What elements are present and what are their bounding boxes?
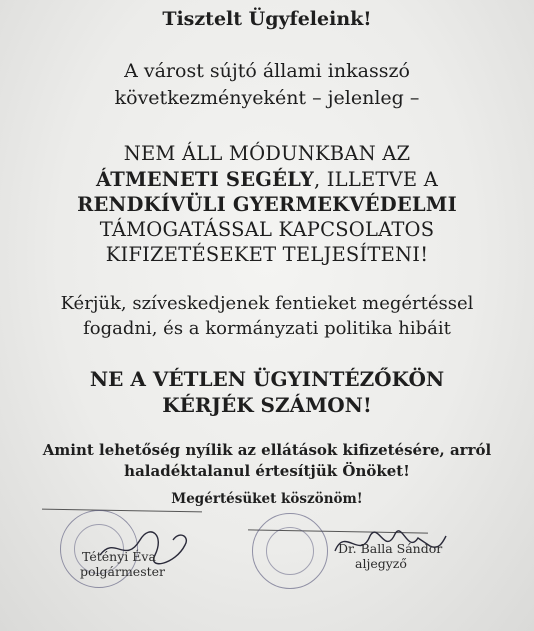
notice-title: Tisztelt Ügyfeleink!: [162, 8, 372, 30]
left-signatory-name: Tétényi Éva: [82, 549, 156, 564]
right-signatory-role: aljegyző: [355, 556, 407, 571]
info-line-2: haladéktalanul értesítjük Önöket!: [124, 462, 410, 480]
main-line-3-bold: RENDKÍVÜLI GYERMEKVÉDELMI: [77, 193, 457, 216]
emphasis-line-2: KÉRJÉK SZÁMON!: [162, 393, 372, 417]
left-signature-line: [42, 509, 202, 513]
info-line-1: Amint lehetőség nyílik az ellátások kifizetésére, arról: [42, 441, 492, 459]
intro-line-1: A várost sújtó állami inkasszó: [124, 60, 410, 82]
main-line-5: KIFIZETÉSEKET TELJESÍTENI!: [105, 243, 429, 266]
request-line-2: fogadni, és a kormányzati politika hibáit: [83, 318, 451, 339]
main-line-2-rest: , ILLETVE A: [313, 168, 439, 191]
emphasis-line-1: NE A VÉTLEN ÜGYINTÉZŐKÖN: [89, 367, 445, 391]
main-line-1: NEM ÁLL MÓDUNKBAN AZ: [123, 142, 411, 165]
main-line-2: [0, 168, 534, 191]
right-stamp-inner-ring: [266, 527, 314, 575]
intro-line-2: következményeként – jelenleg –: [114, 87, 420, 109]
thanks-text: Megértésüket köszönöm!: [171, 491, 363, 507]
main-line-4: TÁMOGATÁSSAL KAPCSOLATOS: [99, 218, 435, 241]
left-signatory-role: polgármester: [80, 564, 166, 579]
request-line-1: Kérjük, szíveskedjenek fentieket megértéssel: [60, 293, 474, 314]
right-signatory-name: Dr. Balla Sándor: [338, 541, 443, 556]
main-line-2-bold: ÁTMENETI SEGÉLY: [95, 168, 314, 191]
main-line-3: [0, 193, 534, 216]
right-official-stamp: [252, 513, 328, 589]
